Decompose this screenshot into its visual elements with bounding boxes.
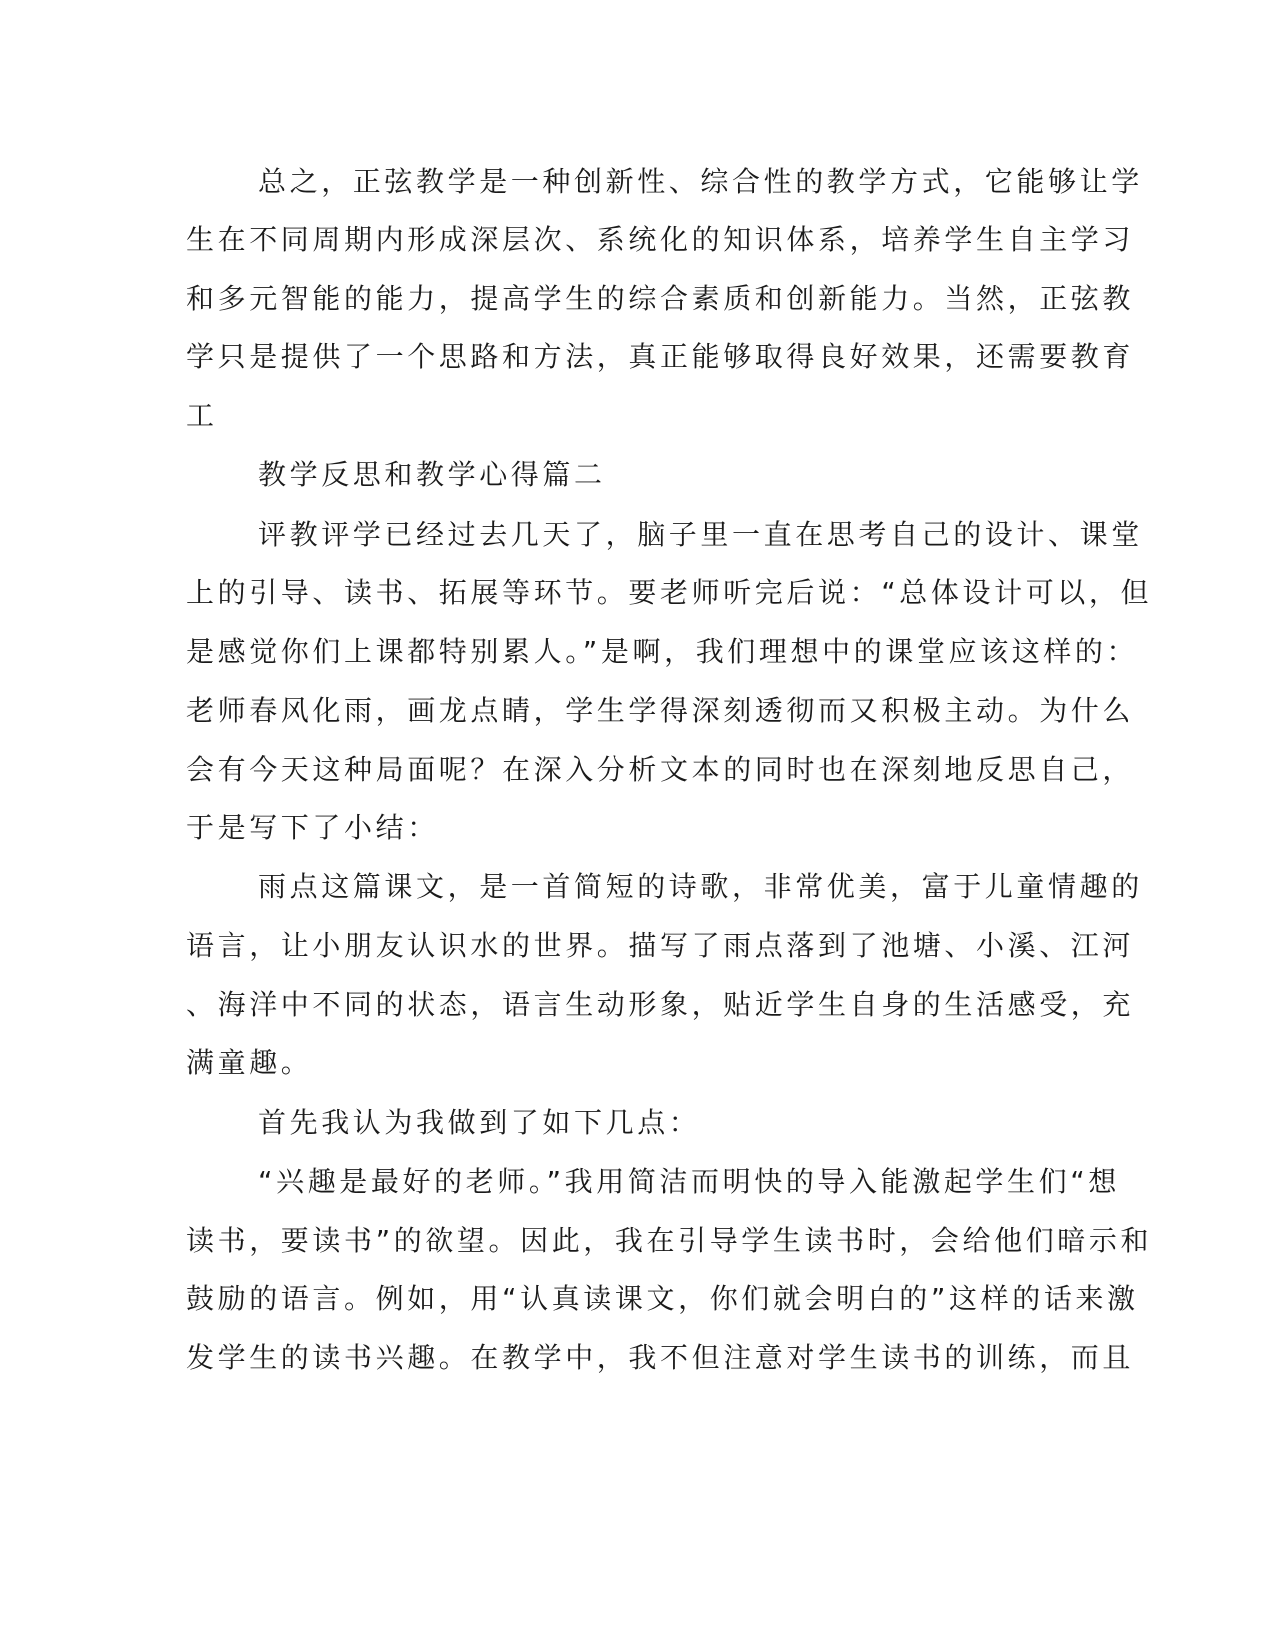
paragraph-line: 会有今天这种局面呢？在深入分析文本的同时也在深刻地反思自己，	[186, 753, 1135, 786]
paragraph-line: 评教评学已经过去几天了，脑子里一直在思考自己的设计、课堂	[258, 518, 1143, 551]
paragraph-line: “兴趣是最好的老师。”我用简洁而明快的导入能激起学生们“想	[258, 1165, 1120, 1198]
paragraph-line: 工	[186, 399, 218, 432]
section-heading: 教学反思和教学心得篇二	[258, 458, 606, 491]
paragraph-line: 语言，让小朋友认识水的世界。描写了雨点落到了池塘、小溪、江河	[186, 929, 1135, 962]
paragraph-line: 雨点这篇课文，是一首简短的诗歌，非常优美，富于儿童情趣的	[258, 870, 1143, 903]
paragraph-line: 是感觉你们上课都特别累人。”是啊，我们理想中的课堂应该这样的：	[186, 635, 1139, 668]
paragraph-line: 、海洋中不同的状态，语言生动形象，贴近学生自身的生活感受，充	[186, 988, 1135, 1021]
paragraph-line: 于是写下了小结：	[186, 811, 439, 844]
paragraph-line: 满童趣。	[186, 1046, 313, 1079]
paragraph-line: 生在不同周期内形成深层次、系统化的知识体系，培养学生自主学习	[186, 223, 1135, 256]
paragraph-line: 总之，正弦教学是一种创新性、综合性的教学方式，它能够让学	[258, 165, 1143, 198]
paragraph-line: 老师春风化雨，画龙点睛，学生学得深刻透彻而又积极主动。为什么	[186, 694, 1135, 727]
paragraph-line: 首先我认为我做到了如下几点：	[258, 1106, 701, 1139]
paragraph-line: 上的引导、读书、拓展等环节。要老师听完后说：“总体设计可以，但	[186, 576, 1153, 609]
paragraph-line: 和多元智能的能力，提高学生的综合素质和创新能力。当然，正弦教	[186, 282, 1135, 315]
paragraph-line: 发学生的读书兴趣。在教学中，我不但注意对学生读书的训练，而且	[186, 1341, 1135, 1374]
paragraph-line: 鼓励的语言。例如，用“认真读课文，你们就会明白的”这样的话来激	[186, 1282, 1139, 1315]
paragraph-line: 读书，要读书”的欲望。因此，我在引导学生读书时，会给他们暗示和	[186, 1224, 1153, 1257]
paragraph-line: 学只是提供了一个思路和方法，真正能够取得良好效果，还需要教育	[186, 340, 1135, 373]
